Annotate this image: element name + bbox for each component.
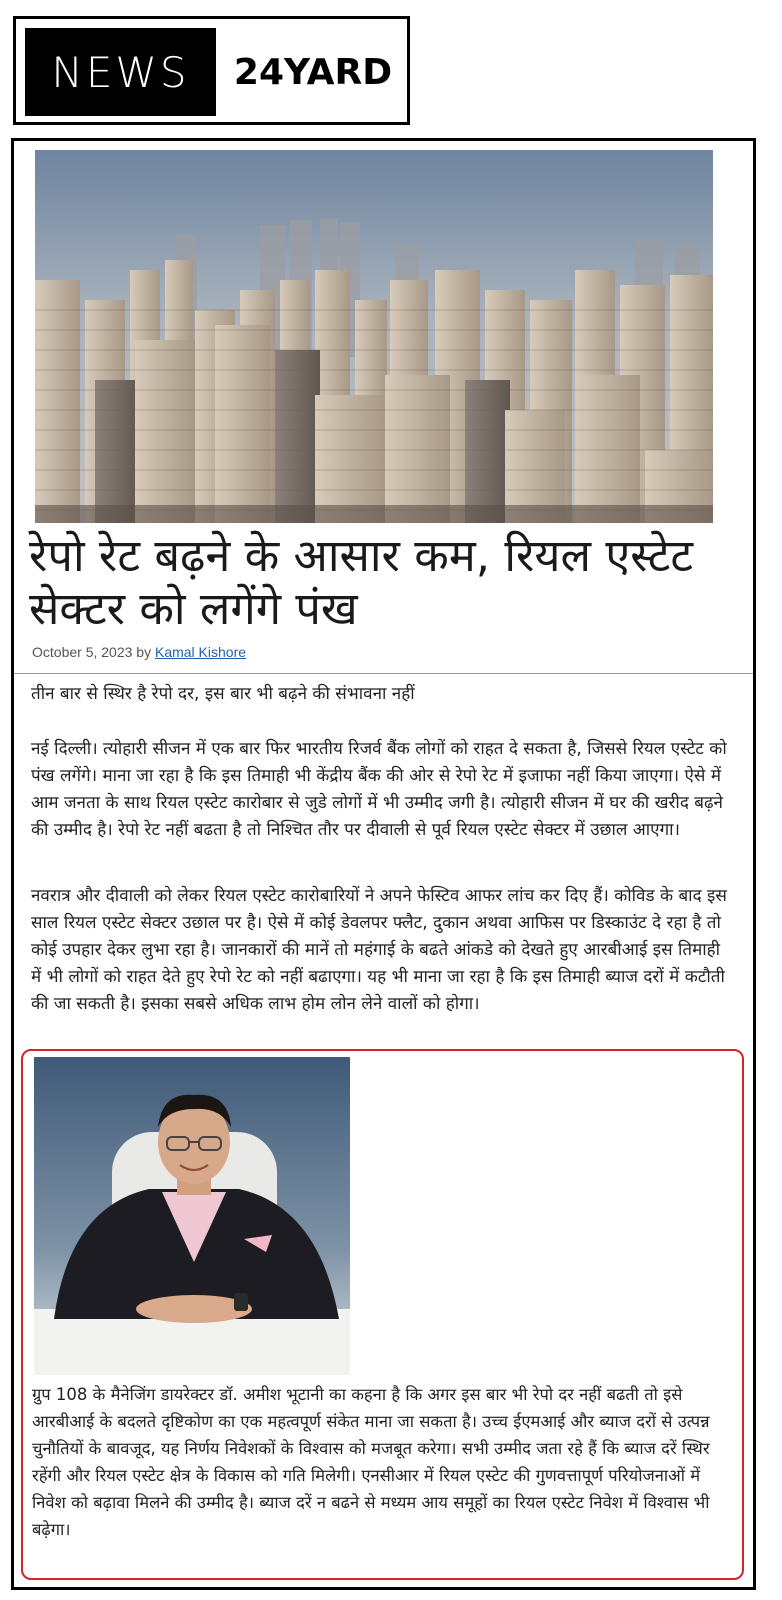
logo-news-text: NEWS	[25, 28, 216, 116]
logo-24yard-text: 24YARD	[233, 51, 393, 93]
article-subhead: तीन बार से स्थिर है रेपो दर, इस बार भी बढ़ने की संभावना नहीं	[31, 684, 415, 704]
article-headline: रेपो रेट बढ़ने के आसार कम, रियल एस्टेट सेक्टर को लगेंगे पंख	[29, 529, 694, 635]
person-photo	[34, 1057, 350, 1375]
article-container	[11, 138, 756, 1590]
byline-by: by	[136, 644, 152, 660]
hero-image-cityscape	[35, 150, 713, 523]
article-paragraph-1: नई दिल्ली। त्योहारी सीजन में एक बार फिर भारतीय रिजर्व बैंक लोगों को राहत दे सकता है, जिससे रियल एस्टेट को पंख लगेंगे। माना जा रहा है कि इस तिमाही भी केंद्रीय बैंक की ओर से रेपो रेट में इजाफा नहीं किया जाएगा। ऐसे में आम जनता के साथ रियल एस्टेट कारोबार से जुडे लोगों में भी उम्मीद जगी है। त्योहारी सीजन में घर की खरीद बढ़ने की उम्मीद है। रेपो रेट नहीं बढता है तो निश्चित तौर पर दीवाली से पूर्व रियल एस्टेट सेक्टर में उछाल आएगा।	[31, 739, 727, 840]
author-link[interactable]: Kamal Kishore	[154, 644, 247, 660]
article-date: October 5, 2023	[32, 644, 133, 660]
article-paragraph-2: नवरात्र और दीवाली को लेकर रियल एस्टेट कारोबारियों ने अपने फेस्टिव आफर लांच कर दिए हैं। कोविड के बाद इस साल रियल एस्टेट सेक्टर उछाल पर है। ऐसे में कोई डेवलपर फ्लैट, दुकान अथवा आफिस पर डिस्काउंट दे रहा है तो कोई उपहार देकर लुभा रहा है। जानकारों की मानें तो महंगाई के बढते आंकडे को देखते हुए आरबीआई इस तिमाही में भी लोगों को राहत देते हुए रेपो रेट को नहीं बढाएगा। यह भी माना जा रहा है कि इस तिमाही ब्याज दरों में कटौती की जा सकती है। इसका सबसे अधिक लाभ होम लोन लेने वालों को होगा।	[31, 886, 727, 1014]
article-meta	[32, 644, 246, 660]
quote-text: ग्रुप 108 के मैनेजिंग डायरेक्टर डॉ. अमीश भूटानी का कहना है कि अगर इस बार भी रेपो दर नहीं बढती तो इसे आरबीआई के बदलते दृष्टिकोण का एक महत्वपूर्ण संकेत माना जा सकता है। उच्च ईएमआई और ब्याज दरों से उत्पन्न चुनौतियों के बावजूद, यह निर्णय निवेशकों के विश्वास को मजबूत करेगा। सभी उम्मीद जता रहे हैं कि ब्याज दरें स्थिर रहेंगी और रियल एस्टेट क्षेत्र के विकास को गति मिलेगी। एनसीआर में रियल एस्टेट की गुणवत्तापूर्ण परियोजनाओं में निवेश को बढ़ावा मिलने की उम्मीद है। ब्याज दरें न बढने से मध्यम आय समूहों का रियल एस्टेट निवेश में विश्वास भी बढ़ेगा।	[32, 1385, 710, 1539]
site-logo[interactable]	[13, 16, 410, 125]
quote-box	[21, 1049, 744, 1580]
header-divider	[14, 673, 753, 674]
